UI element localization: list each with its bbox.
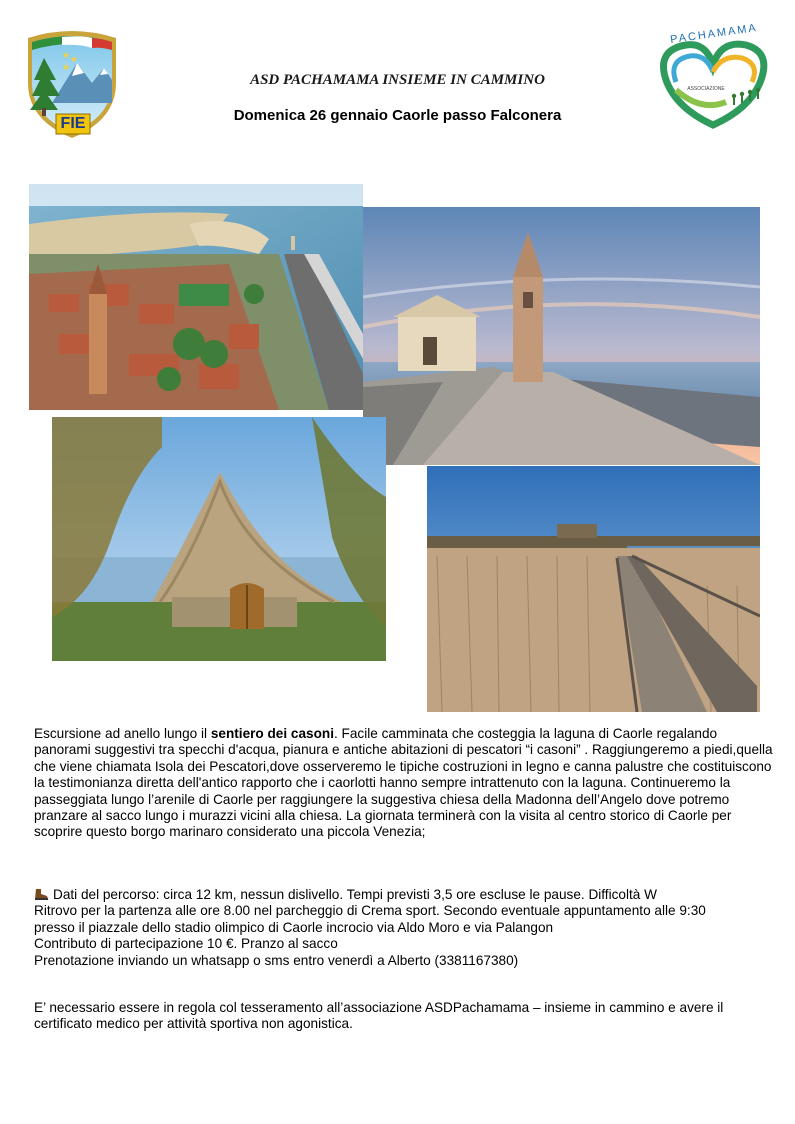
pachamama-logo-text: PACHAMAMA	[669, 21, 759, 47]
org-name: ASD PACHAMAMA INSIEME IN CAMMINO	[250, 72, 545, 88]
meeting-point-line-1: Ritrovo per la partenza alle ore 8.00 nel parcheggio di Crema sport. Secondo eventuale appuntamento alle 9:30	[34, 903, 706, 919]
description-intro: Escursione ad anello lungo il	[34, 726, 211, 741]
madonna-angelo-church-photo	[363, 207, 760, 465]
booking-line: Prenotazione inviando un whatsapp o sms entro venerdì a Alberto (3381167380)	[34, 952, 519, 968]
route-info: Dati del percorso: circa 12 km, nessun dislivello. Tempi previsti 3,5 ore escluse le pause. Difficoltà W	[53, 887, 657, 902]
hiking-boot-icon	[34, 888, 49, 900]
fie-logo-text: FIE	[60, 115, 86, 132]
boardwalk-lagoon-photo	[427, 466, 760, 712]
svg-text:★: ★	[62, 63, 71, 73]
trail-name: sentiero dei casoni	[210, 726, 334, 741]
casone-hut-photo	[52, 417, 386, 661]
description-paragraph	[34, 726, 774, 841]
membership-note: E’ necessario essere in regola col tesseramento all’associazione ASDPachamama – insieme in cammino e avere il certificato medico per attività sportiva non agonistica.	[34, 1000, 724, 1032]
svg-text:★: ★	[70, 55, 79, 65]
route-line	[34, 887, 774, 903]
event-title: Domenica 26 gennaio Caorle passo Falconera	[233, 107, 562, 124]
svg-text:★: ★	[62, 51, 71, 61]
fee-line: Contributo di partecipazione 10 €. Pranzo al sacco	[34, 936, 338, 952]
details-block	[34, 887, 774, 969]
description-body: . Facile camminata che costeggia la laguna di Caorle regalando panorami suggestivi tra specchi d'acqua, pianura e antiche abitazioni di pescatori “i casoni” . Raggiungeremo a piedi,quella che viene chiamata Isola dei Pescatori,dove osserveremo le tipiche costruzioni in legno e canna palustre che costituiscono la testimonianza diretta dell'antico rapporto che i caorlotti hanno sempre intrattenuto con la laguna. Continueremo la passeggiata lungo l’arenile di Caorle per raggiungere la suggestiva chiesa della Madonna dell’Angelo dove potremo pranzare al sacco lungo i murazzi vicini alla chiesa. La giornata terminerà con la visita al centro storico di Caorle per scoprire questo borgo marinaro considerato una piccola Venezia;	[34, 726, 773, 840]
pachamama-logo-subtext: ASSOCIAZIONE	[687, 86, 725, 92]
meeting-point-line-2: presso il piazzale dello stadio olimpico di Caorle incrocio via Aldo Moro e via Palangon	[34, 919, 554, 935]
aerial-caorle-photo	[29, 184, 363, 410]
